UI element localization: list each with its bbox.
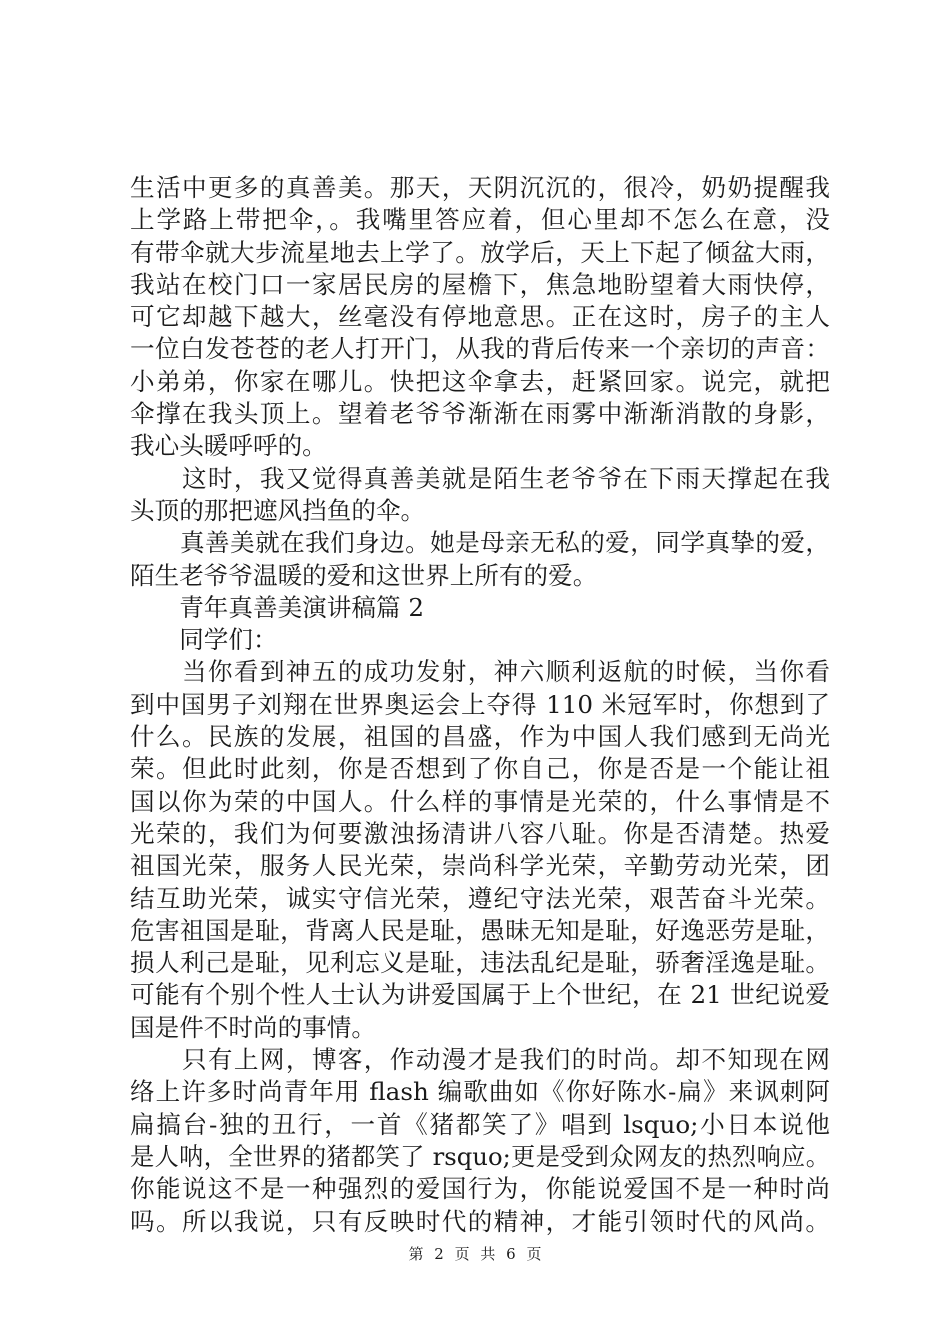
- text-line: 只有上网，博客，作动漫才是我们的时尚。却不知现在网: [130, 1045, 830, 1075]
- text-line: 生活中更多的真善美。那天，天阴沉沉的，很冷，奶奶提醒我: [130, 173, 830, 202]
- text-line: 同学们：: [130, 625, 278, 655]
- text-line: 有带伞就大步流星地去上学了。放学后，天上下起了倾盆大雨，: [130, 237, 830, 267]
- text-line: 可它却越下越大，丝毫没有停地意思。正在这时，房子的主人: [130, 302, 830, 332]
- text-line: 你能说这不是一种强烈的爱国行为，你能说爱国不是一种时尚: [130, 1174, 830, 1204]
- text-line: 荣。但此时此刻，你是否想到了你自己，你是否是一个能让祖: [130, 754, 830, 784]
- text-line: 光荣的，我们为何要激浊扬清讲八容八耻。你是否清楚。热爱: [130, 818, 830, 848]
- text-line: 这时，我又觉得真善美就是陌生老爷爷在下雨天撑起在我: [130, 463, 830, 493]
- text-line: 可能有个别个性人士认为讲爱国属于上个世纪，在 21 世纪说爱: [130, 980, 830, 1010]
- text-line: 当你看到神五的成功发射，神六顺利返航的时候，当你看: [130, 657, 830, 687]
- text-line: 吗。所以我说，只有反映时代的精神，才能引领时代的风尚。: [130, 1206, 830, 1236]
- text-line: 到中国男子刘翔在世界奥运会上夺得 110 米冠军时，你想到了: [130, 689, 830, 719]
- text-line: 陌生老爷爷温暖的爱和这世界上所有的爱。: [130, 560, 598, 590]
- text-line: 国是件不时尚的事情。: [130, 1012, 376, 1042]
- text-line: 小弟弟，你家在哪儿。快把这伞拿去，赶紧回家。说完，就把: [130, 366, 830, 396]
- text-line: 青年真善美演讲稿篇 2: [130, 592, 424, 622]
- text-line: 真善美就在我们身边。她是母亲无私的爱，同学真挚的爱，: [130, 528, 830, 558]
- page-footer: 第 2 页 共 6 页: [408, 1245, 542, 1263]
- text-line: 危害祖国是耻，背离人民是耻，愚昧无知是耻，好逸恶劳是耻，: [130, 915, 830, 945]
- text-line: 络上许多时尚青年用 flash 编歌曲如《你好陈水-扁》来讽刺阿: [130, 1077, 830, 1107]
- text-line: 一位白发苍苍的老人打开门，从我的背后传来一个亲切的声音：: [130, 334, 830, 364]
- text-line: 国以你为荣的中国人。什么样的事情是光荣的，什么事情是不: [130, 786, 830, 816]
- document-body: [130, 172, 830, 1238]
- text-line: 结互助光荣，诚实守信光荣，遵纪守法光荣，艰苦奋斗光荣。: [130, 883, 830, 913]
- text-line: 什么。民族的发展，祖国的昌盛，作为中国人我们感到无尚光: [130, 722, 830, 752]
- text-line: 伞撑在我头顶上。望着老爷爷渐渐在雨雾中渐渐消散的身影，: [130, 399, 830, 429]
- text-line: 我站在校门口一家居民房的屋檐下，焦急地盼望着大雨快停，: [130, 269, 830, 299]
- text-line: 损人利己是耻，见利忘义是耻，违法乱纪是耻，骄奢淫逸是耻。: [130, 948, 830, 978]
- text-line: 扁搞台-独的丑行，一首《猪都笑了》唱到 lsquo;小日本说他: [130, 1109, 830, 1139]
- text-line: 我心头暖呼呼的。: [130, 431, 327, 461]
- text-line: 上学路上带把伞，。我嘴里答应着，但心里却不怎么在意，没: [130, 205, 830, 235]
- text-line: 是人呐，全世界的猪都笑了 rsquo;更是受到众网友的热烈响应。: [130, 1141, 830, 1171]
- text-line: 头顶的那把遮风挡鱼的伞。: [130, 495, 426, 525]
- text-line: 祖国光荣，服务人民光荣，崇尚科学光荣，辛勤劳动光荣，团: [130, 851, 830, 881]
